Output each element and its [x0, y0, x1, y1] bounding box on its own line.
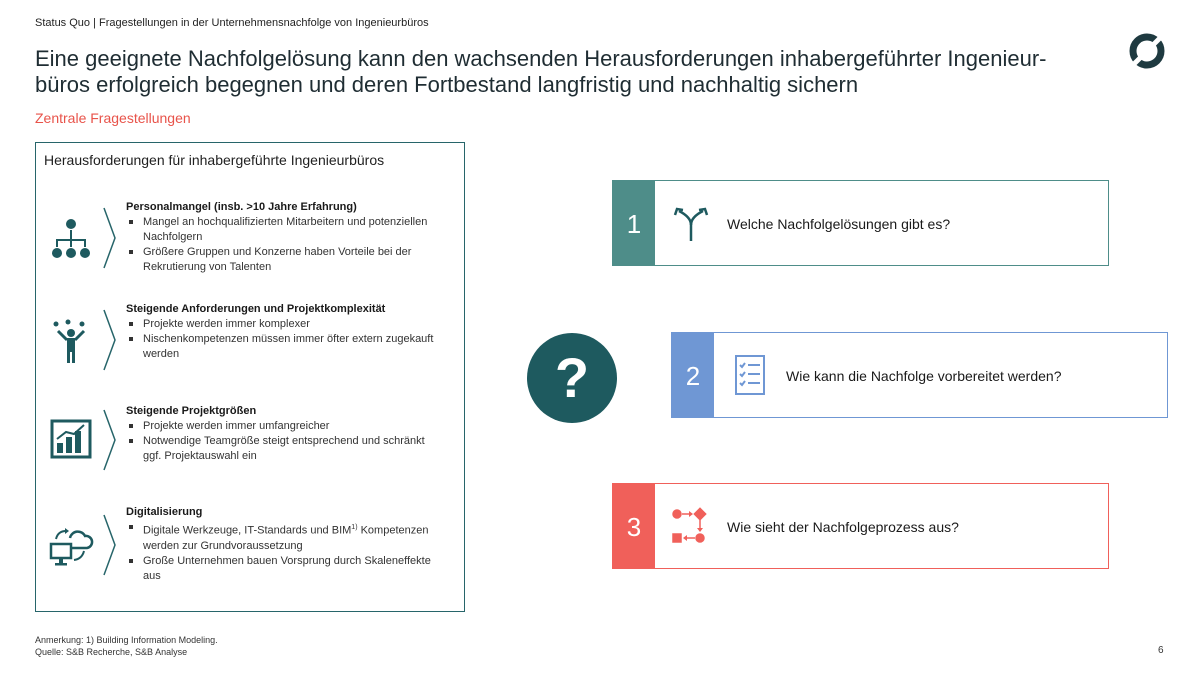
question-number: 1 — [613, 181, 655, 265]
challenge-bullet: Große Unternehmen bauen Vorsprung durch Skaleneffekte aus — [126, 554, 446, 584]
question-number: 2 — [672, 333, 714, 417]
challenge-heading: Steigende Anforderungen und Projektkomplexität — [126, 303, 386, 315]
breadcrumb: Status Quo | Fragestellungen in der Unternehmensnachfolge von Ingenieurbüros — [35, 17, 429, 29]
checklist-icon — [728, 353, 772, 397]
challenge-heading: Steigende Projektgrößen — [126, 405, 257, 417]
challenge-bullet: Größere Gruppen und Konzerne haben Vorteile bei der Rekrutierung von Talenten — [126, 245, 446, 275]
footnote-note: Anmerkung: 1) Building Information Modeling. — [35, 635, 218, 645]
fork-arrows-icon — [669, 201, 713, 245]
challenge-bullet: Projekte werden immer umfangreicher — [126, 419, 446, 434]
challenge-bullet: Digitale Werkzeuge, IT-Standards und BIM$^{1)}$ Kompetenzen werden zur Grundvoraussetzung — [126, 520, 446, 554]
process-flow-icon — [669, 504, 713, 548]
challenge-heading: Personalmangel (insb. >10 Jahre Erfahrung) — [126, 201, 357, 213]
question-box-3 — [612, 483, 1109, 569]
company-logo-icon — [1127, 31, 1167, 71]
challenge-bullet: Nischenkompetenzen müssen immer öfter extern zugekauft werden — [126, 332, 446, 362]
question-number: 3 — [613, 484, 655, 568]
footnote-source: Quelle: S&B Recherche, S&B Analyse — [35, 647, 188, 657]
page-number: 6 — [1158, 645, 1164, 656]
section-subtitle: Zentrale Fragestellungen — [35, 110, 191, 126]
question-mark-icon: ? — [554, 346, 590, 409]
org-chart-icon — [48, 217, 94, 263]
question-text: Wie kann die Nachfolge vorbereitet werden? — [786, 368, 1062, 384]
cloud-computer-icon — [48, 522, 94, 568]
growth-chart-icon — [48, 415, 94, 461]
question-text: Wie sieht der Nachfolgeprozess aus? — [727, 519, 959, 535]
question-mark-circle — [527, 333, 617, 423]
footnote — [35, 634, 218, 658]
chevron-right-icon — [103, 409, 117, 471]
question-text: Welche Nachfolgelösungen gibt es? — [727, 216, 951, 232]
challenge-bullet: Mangel an hochqualifizierten Mitarbeitern und potenziellen Nachfolgern — [126, 215, 446, 245]
challenge-bullet: Projekte werden immer komplexer — [126, 317, 446, 332]
challenge-heading: Digitalisierung — [126, 506, 203, 518]
juggler-icon — [48, 319, 94, 365]
chevron-right-icon — [103, 309, 117, 371]
challenges-title: Herausforderungen für inhabergeführte Ingenieurbüros — [44, 152, 385, 168]
page-title: Eine geeignete Nachfolgelösung kann den wachsenden Herausforderungen inhabergeführter Ingenieur- büros erfolgreich begegnen und deren Fortbestand langfristig und nachhaltig sichern — [35, 46, 1047, 97]
challenges-panel — [35, 142, 465, 612]
question-box-2 — [671, 332, 1168, 418]
chevron-right-icon — [103, 514, 117, 576]
challenge-bullet: Notwendige Teamgröße steigt entsprechend und schränkt ggf. Projektauswahl ein — [126, 434, 446, 464]
question-box-1 — [612, 180, 1109, 266]
chevron-right-icon — [103, 207, 117, 269]
